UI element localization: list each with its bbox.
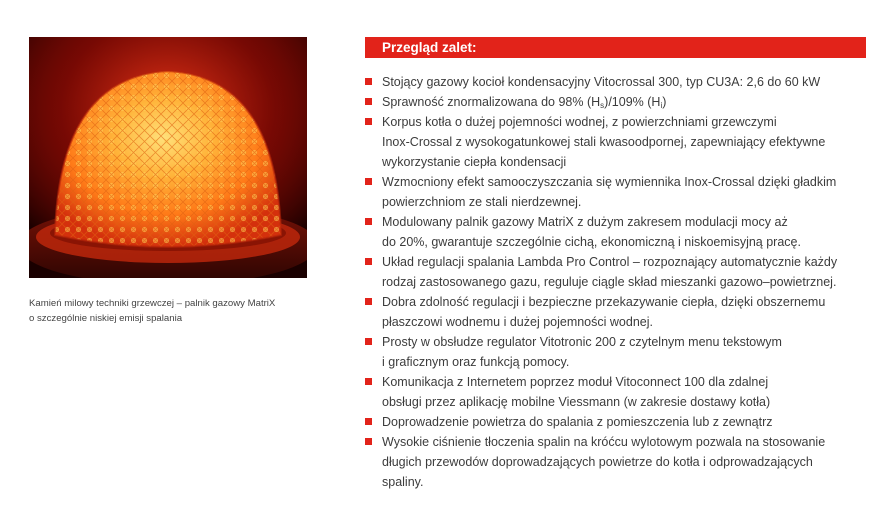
bullet-square-icon xyxy=(365,178,372,185)
list-item-text: Modulowany palnik gazowy MatriX z dużym zakresem modulacji mocy aż do 20%, gwarantuje szczególnie cichą, ekonomiczną i niskoemisyjną pracę. xyxy=(382,215,801,249)
bullet-square-icon xyxy=(365,338,372,345)
bullet-square-icon xyxy=(365,98,372,105)
list-item xyxy=(365,112,880,172)
advantages-list xyxy=(365,72,880,492)
list-item-text: Układ regulacji spalania Lambda Pro Control – rozpoznający automatycznie każdy rodzaj zastosowanego gazu, reguluje ciągle skład mieszanki gazowo–powietrznej. xyxy=(382,255,838,289)
list-item xyxy=(365,72,880,92)
burner-illustration xyxy=(29,37,307,278)
list-item xyxy=(365,432,880,492)
bullet-square-icon xyxy=(365,438,372,445)
bullet-square-icon xyxy=(365,78,372,85)
bullet-square-icon xyxy=(365,218,372,225)
list-item xyxy=(365,292,880,332)
bullet-square-icon xyxy=(365,418,372,425)
bullet-square-icon xyxy=(365,118,372,125)
list-item-text: Prosty w obsłudze regulator Vitotronic 200 z czytelnym menu tekstowym i graficznym oraz funkcją pomocy. xyxy=(382,335,782,369)
list-item-text: Wzmocniony efekt samooczyszczania się wymiennika Inox-Crossal dzięki gładkim powierzchniom ze stali nierdzewnej. xyxy=(382,175,837,209)
matrix-burner-photo xyxy=(29,37,307,278)
section-header xyxy=(365,37,866,58)
list-item-text: Stojący gazowy kocioł kondensacyjny Vitocrossal 300, typ CU3A: 2,6 do 60 kW xyxy=(382,75,821,89)
efficiency-text: Sprawność znormalizowana do 98% $(H_s)/109\%$ $(H_i)$ xyxy=(382,95,667,110)
caption-text: Kamień milowy techniki grzewczej – palnik gazowy MatriX o szczególnie niskiej emisji spalania xyxy=(29,298,276,324)
list-item-text: Komunikacja z Internetem poprzez moduł Vitoconnect 100 dla zdalnej obsługi przez aplikację mobilne Viessmann (w zakresie dostawy kotła) xyxy=(382,375,771,409)
list-item-text: Doprowadzenie powietrza do spalania z pomieszczenia lub z zewnątrz xyxy=(382,415,773,429)
bullet-square-icon xyxy=(365,258,372,265)
list-item-text: Wysokie ciśnienie tłoczenia spalin na króćcu wylotowym pozwala na stosowanie długich przewodów doprowadzających powietrze do kotła i odprowadzających spaliny. xyxy=(382,435,826,489)
list-item xyxy=(365,252,880,292)
list-item xyxy=(365,372,880,412)
bullet-square-icon xyxy=(365,298,372,305)
list-item-text: Korpus kotła o dużej pojemności wodnej, z powierzchniami grzewczymi Inox-Crossal z wysokogatunkowej stali kwasoodpornej, zapewniający efektywne wykorzystanie ciepła kondensacji xyxy=(382,115,826,169)
bullet-square-icon xyxy=(365,378,372,385)
photo-caption xyxy=(29,296,329,326)
list-item-text: Dobra zdolność regulacji i bezpieczne przekazywanie ciepła, dzięki obszernemu płaszczowi wodnemu i dużej pojemności wodnej. xyxy=(382,295,826,329)
list-item xyxy=(365,412,880,432)
list-item xyxy=(365,172,880,212)
section-title: Przegląd zalet: xyxy=(382,40,477,55)
list-item xyxy=(365,332,880,372)
list-item xyxy=(365,212,880,252)
list-item-efficiency xyxy=(365,92,880,112)
